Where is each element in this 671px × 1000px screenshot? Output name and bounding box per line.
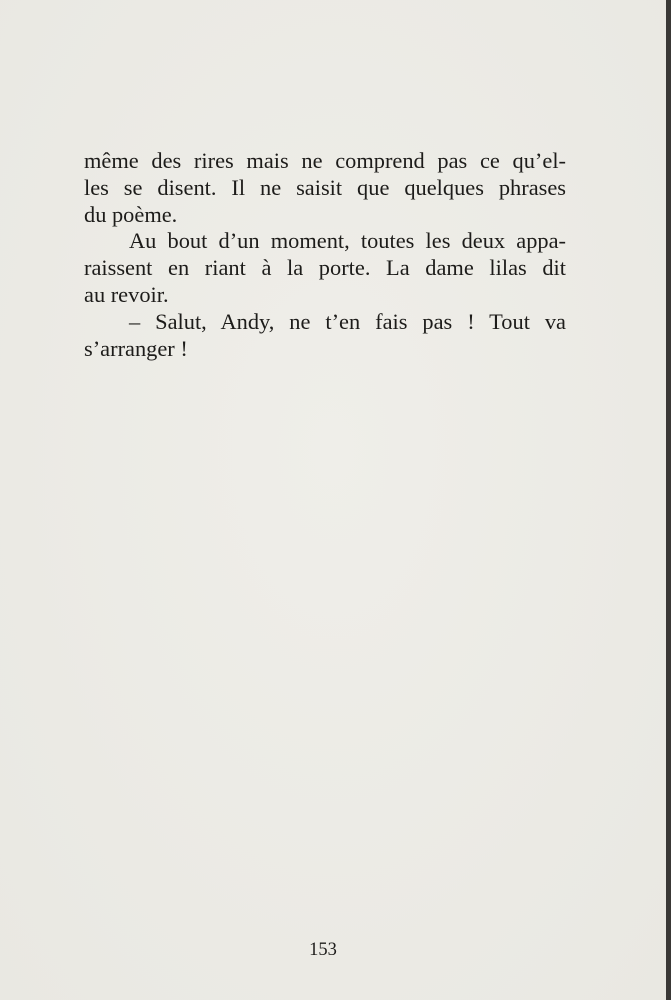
body-text bbox=[84, 148, 566, 362]
text-line: – Salut, Andy, ne t’en fais pas ! Tout va bbox=[129, 308, 566, 334]
text-line: même des rires mais ne comprend pas ce qu’el- bbox=[84, 148, 566, 173]
page-number: 153 bbox=[309, 940, 337, 960]
text-line: s’arranger ! bbox=[84, 335, 188, 361]
text-line: les se disent. Il ne saisit que quelques phrases bbox=[84, 174, 566, 200]
text-line: Au bout d’un moment, toutes les deux appa- bbox=[129, 228, 566, 254]
page-edge bbox=[666, 0, 671, 1000]
text-line: du poème. bbox=[84, 201, 178, 227]
text-line: au revoir. bbox=[84, 281, 169, 307]
text-line: raissent en riant à la porte. La dame lilas dit bbox=[84, 255, 566, 281]
